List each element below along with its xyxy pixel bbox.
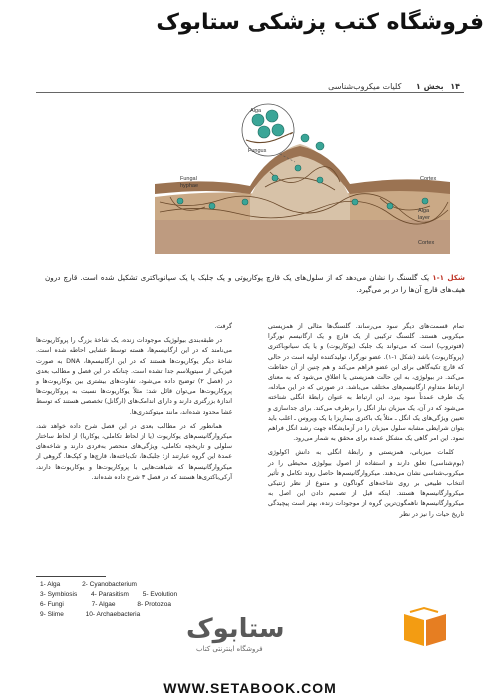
watermark-brand: ستابوک	[186, 614, 285, 644]
footnote: 6- Fungi	[40, 601, 64, 608]
left-para-2: در طبقه‌بندی بیولوژیک موجودات زنده، یک شاخهٔ بزرگ را پروکاریوت‌ها می‌نامند که در این ارگانیسم‌ها، هسته توسط غشایی احاطه شده است. شاخهٔ دیگر یوکاریوت‌ها هستند که در این ارگانیسم‌ها، DNA به صورت فیزیکی از سیتوپلاسم جدا تشده است. چنانکه در این فصل و مطالب بعدی در (فصل ۲) توضیح داده می‌شود، تفاوت‌های بیشتری بین یوکاریوت‌ها و پروکاریوت‌ها می‌توان قائل شد: مثلاً یوکاریوت‌ها نسبت به پروکاریوت‌ها اندازهٔ بزرگتری دارند و دارای اندامک‌های (ارگانل) تخصصی هستند که توسط غشا محدود شده‌اند، مانند میتوکندری‌ها.	[36, 337, 233, 416]
label-alga-layer-2: layer	[418, 215, 430, 221]
label-alga: Alga	[250, 108, 262, 114]
left-para-3: همانطور که در مطالب بعدی در این فصل شرح داده خواهد شد، میکروارگانیسم‌های یوکاریوت (یا از لحاظ تکاملی، یوکاریا) از لحاظ ساختار سلولی و تاریخچه تکاملی، ویژگی‌های منحصر به‌فردی دارند و شاخه‌های عمدهٔ این گروه عبارتند از: جلبک‌ها، تک‌یاخته‌ها، قارچ‌ها و کپک‌ها. گروهی از میکروارگانیسم‌ها که شباهت‌هایی با پروکاریوت‌ها و یوکاریوت‌ها دارند، آرکی‌باکتری‌ها هستند که در فصل ۳ شرح داده شده‌اند.	[36, 422, 232, 481]
figure-caption	[45, 272, 465, 296]
right-para-1: تمام قسمت‌های دیگر سود می‌رساند. گلسنگ‌ها مثالی از همزیستی میکروبی هستند. گلسنگ ترکیبی از یک قارچ و یک ارگانیسم نورگرا (فتوتروپ) است که می‌تواند یک جلبک (یوکاریوت) و یا یک سیانوباکتری (پروکاریوت) باشد (شکل ۱-۱). عضو نورگرا، تولیدکننده اولیه است در حالی که قارچ تکیه‌گاهی برای این عضو فراهم می‌کند و هم چنین از آن حفاظت می‌کند. در بیولوژی، به این حالت همزیستی یا اطلاق می‌شود که به معنای ارتباط متداوم ارگانیسم‌های مختلف می‌باشد. در صورتی که در این مبادله، یک طرف عمدتاً سود ببرد، این ارتباط به عنوان رابطهٔ انگلی شناخته می‌شود که در آن، یک میزبان نیاز انگل را برطرف می‌کند. برای جداسازی و تعیین ویژگی‌های یک انگل ـ مثلاً یک باکتری بیماریزا یا یک ویروس ـ اغلب باید بتوان شرایطی مشابه سلول میزبان را در آزمایشگاه جهت رشد انگل فراهم نمود. این امر گاهی یک مشکل عمده برای محقق به شمار می‌رود.	[268, 323, 464, 443]
footnote: 9- Slime	[40, 611, 64, 618]
running-head	[328, 82, 460, 91]
footnote: 5- Evolution	[142, 591, 178, 598]
page-number: ۱۴	[450, 82, 460, 91]
label-cortex-bottom: Cortex	[418, 240, 435, 246]
header-rule	[36, 92, 464, 93]
label-alga-layer-1: Alga	[418, 208, 430, 214]
watermark-tagline: فروشگاه اینترنتی کتاب	[196, 645, 263, 653]
footnote: 3- Symbiosis	[40, 591, 78, 598]
footnote: 1- Alga	[40, 581, 61, 588]
caption-id: شکل ۱-۱	[432, 273, 465, 282]
footnote-row-1	[40, 580, 137, 589]
lichen-figure	[150, 102, 460, 267]
part-label: بخش ۱	[415, 82, 444, 91]
left-para-1: گرفت.	[214, 323, 232, 330]
footnote: 4- Parasitism	[91, 591, 129, 598]
label-fungal-hyphae-1: Fungal	[180, 176, 197, 182]
caption-text: یک گلسنگ را نشان می‌دهد که از سلول‌های یک قارچ یوکاریوتی و یک جلبک یا یک سیانوباکتری تشکیل شده است. قارچ درون هیف‌های قارچ آن‌ها را در بر می‌گیرد.	[45, 273, 465, 294]
cortex-lower	[155, 220, 450, 254]
footnote-row-3	[40, 600, 171, 609]
label-fungus: Fungus	[248, 148, 267, 154]
footnote: 10- Archaebacteria	[85, 611, 141, 618]
footnote: 7- Algae	[91, 601, 116, 608]
footnote-rule	[36, 576, 106, 577]
right-para-2: کلمات میزبانی، همزیستی و رابطهٔ انگلی به دانش اکولوژی (بوم‌شناسی) تعلق دارند و استفاده از اصول بیولوژی محیطی را در میکروب‌شناسی نشان می‌دهند. میکروارگانیسم‌ها حاصل روند تکامل و تأثیر انتخاب طبیعی بر روی شاخه‌های گوناگون و متنوع از نظر ژنتیکی میکروارگانیسم‌ها هستند. اینکه قبل از تصمیم دادن این اصل به میکروارگانیسم‌ها ناهمگون‌ترین گروه از موجودات زنده، بهتر است پیچیدگی تاریخ حیات را نیز در نظر	[268, 449, 464, 518]
left-column	[36, 322, 232, 487]
book-logo-icon	[400, 606, 450, 650]
label-fungal-hyphae-2: hyphae	[180, 183, 199, 189]
footnote: 8- Protozoa	[137, 601, 171, 608]
footnote-row-2	[40, 590, 177, 599]
footnote-row-4	[40, 610, 140, 619]
book-title: کلیات میکروب‌شناسی	[328, 82, 402, 91]
footer-url[interactable]: WWW.SETABOOK.COM	[163, 680, 337, 696]
label-cortex: Cortex	[420, 176, 437, 182]
right-column	[268, 322, 464, 524]
footnote: 2- Cyanobacterium	[82, 581, 137, 588]
store-title: فروشگاه کتب پزشکی ستابوک	[156, 10, 484, 35]
